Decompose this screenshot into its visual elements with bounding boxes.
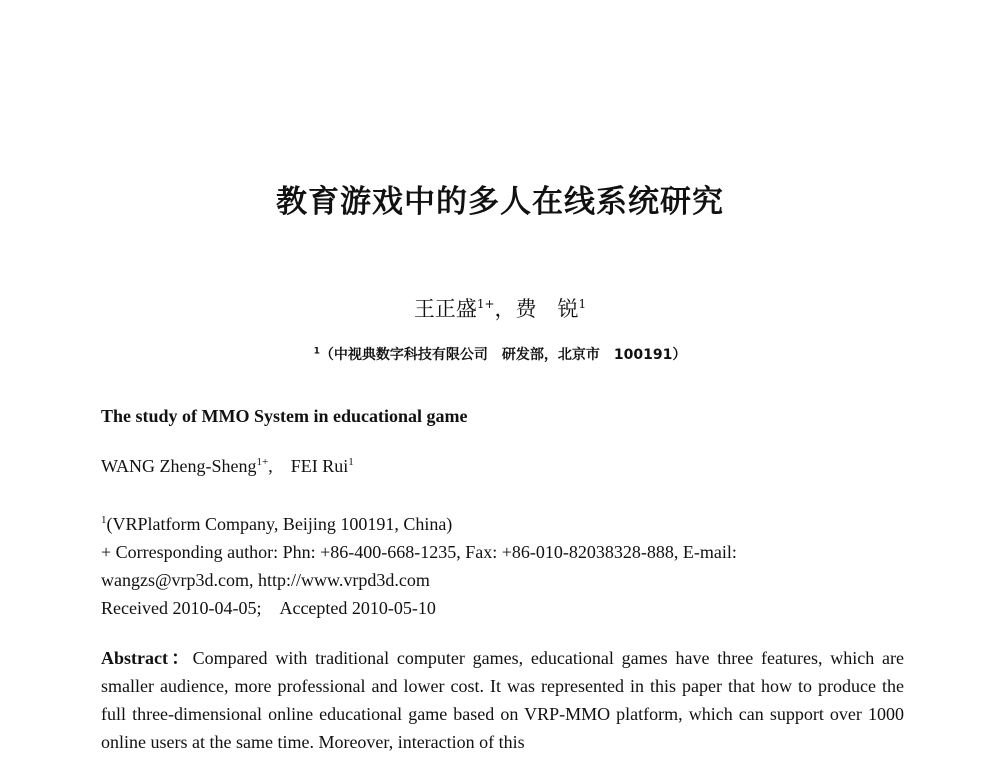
author-2-en: FEI Rui (290, 456, 349, 476)
affiliation-cn-sup: 1 (313, 346, 320, 357)
author-2-cn-sup: 1 (578, 297, 587, 311)
abstract-label: Abstract： (101, 648, 193, 668)
affiliation-en-text: (VRPlatform Company, Beijing 100191, China) (106, 514, 453, 534)
paper-title-cn: 教育游戏中的多人在线系统研究 (276, 184, 724, 220)
abstract-section (101, 644, 904, 756)
affiliation-cn-text: （中视典数字科技有限公司 研发部，北京市 100191） (319, 347, 687, 363)
corresponding-author-line-1: + Corresponding author: Phn: +86-400-668-1235, Fax: +86-010-82038328-888, E-mail: (101, 542, 737, 562)
affiliation-en (101, 506, 904, 538)
authors-en (101, 448, 904, 480)
author-2-cn: 费 锐 (515, 297, 579, 321)
corresponding-author-line-2: wangzs@vrp3d.com, http://www.vrpd3d.com (101, 570, 430, 590)
affiliation-cn (0, 344, 1000, 364)
abstract-text: Compared with traditional computer games, educational games have three features, which are smaller audience, more professional and lower cost. It was represented in this paper that how to produce the full three-dimensional online educational game based on VRP-MMO platform, which can support over 1000 online users at the same time. Moreover, interaction of this (101, 648, 904, 752)
abstract-paragraph (101, 644, 904, 756)
received-accepted-dates: Received 2010-04-05; Accepted 2010-05-10 (101, 598, 436, 618)
author-1-cn-sup: 1+ (476, 297, 495, 311)
author-separator-en: , (268, 456, 291, 476)
affiliation-en-sup: 1 (101, 514, 107, 526)
author-1-en: WANG Zheng-Sheng (101, 456, 257, 476)
author-separator-cn: ， (494, 297, 516, 321)
affiliation-block-en (101, 506, 904, 622)
authors-cn (0, 293, 1000, 323)
author-1-cn: 王正盛 (413, 297, 477, 321)
author-2-en-sup: 1 (348, 456, 354, 468)
paper-title-en: The study of MMO System in educational game (101, 406, 468, 426)
author-1-en-sup: 1+ (256, 456, 269, 468)
